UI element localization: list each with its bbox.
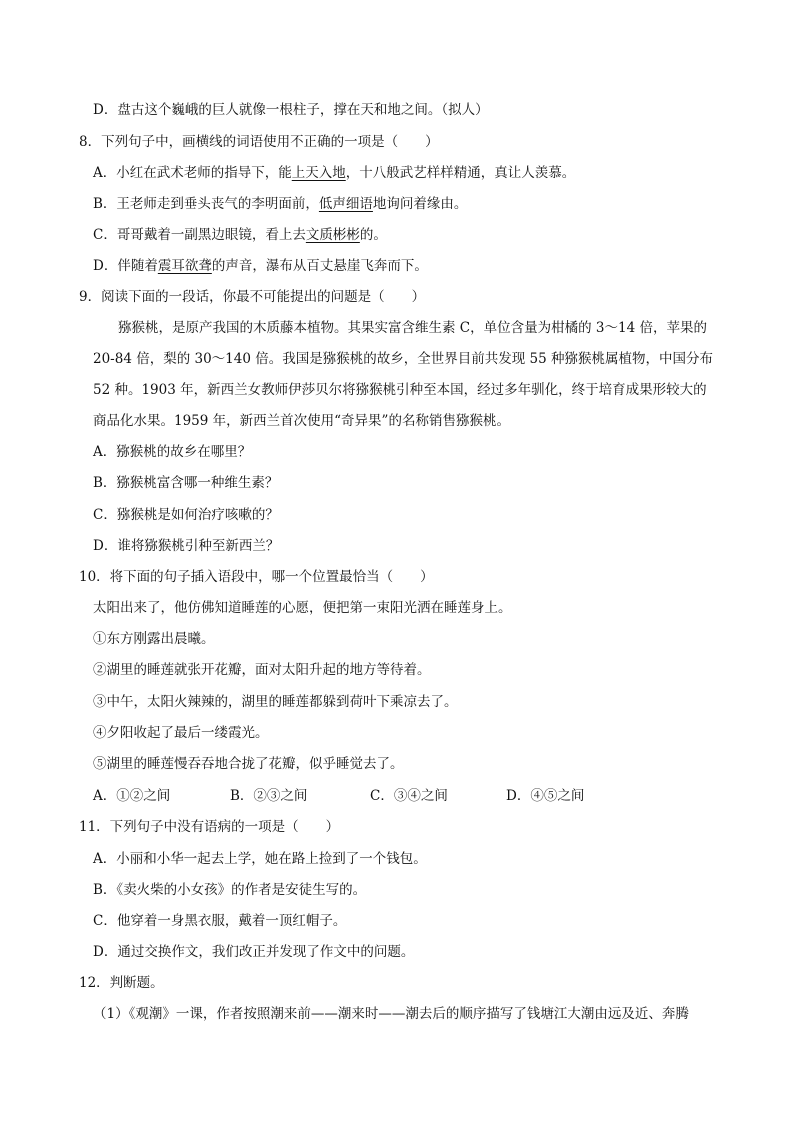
- q8-option-c-underlined: 文质彬彬: [305, 227, 360, 243]
- q7-option-d: D．盘古这个巍峨的巨人就像一根柱子，撑在天和地之间。（拟人）: [93, 102, 489, 118]
- q10-options: [93, 786, 584, 806]
- q9-option-c: C．猕猴桃是如何治疗咳嗽的？: [93, 507, 279, 523]
- q10-option-b: B．②③之间: [230, 788, 308, 804]
- q8-option-a-underlined: 上天入地: [291, 165, 346, 181]
- q10-sentence-4: ④夕阳收起了最后一缕霞光。: [93, 725, 269, 741]
- q8-option-d-pre: D．伴随着: [93, 258, 158, 274]
- q8-option-a-pre: A．小红在武术老师的指导下，能: [93, 165, 292, 181]
- q11-option-d: D．通过交换作文，我们改正并发现了作文中的问题。: [93, 944, 415, 960]
- q8-option-a-post: ，十八般武艺样样精通，真让人羡慕。: [345, 165, 576, 181]
- q8-option-a: [93, 163, 575, 183]
- q10-sentence-1: ①东方刚露出晨曦。: [93, 631, 215, 647]
- q11-option-c: C．他穿着一身黑衣服，戴着一顶红帽子。: [93, 913, 347, 929]
- q12-stem: 12．判断题。: [79, 975, 164, 991]
- q9-passage-line-4: 商品化水果。1959 年，新西兰首次使用“奇异果”的名称销售猕猴桃。: [93, 413, 510, 429]
- q9-stem: 9．阅读下面的一段话，你最不可能提出的问题是（ ）: [79, 289, 426, 305]
- q9-passage-line-2: 20-84 倍，梨的 30～140 倍。我国是猕猴桃的故乡，全世界目前共发现 55 种猕猴桃属植物，中国分布: [93, 351, 713, 367]
- q11-stem: 11．下列句子中没有语病的一项是（ ）: [79, 819, 340, 835]
- q9-passage-line-1: 猕猴桃，是原产我国的木质藤本植物。其果实富含维生素 C，单位含量为柑橘的 3～14 倍，苹果的: [118, 320, 707, 336]
- q8-option-b-underlined: 低声细语: [318, 196, 373, 212]
- q9-option-a: A．猕猴桃的故乡在哪里？: [93, 444, 252, 460]
- q10-stem: 10．将下面的句子插入语段中，哪一个位置最恰当（ ）: [79, 569, 434, 585]
- q8-option-d-underlined: 震耳欲聋: [157, 258, 212, 274]
- q10-insert-sentence: 太阳出来了，他仿佛知道睡莲的心愿，便把第一束阳光洒在睡莲身上。: [93, 600, 512, 616]
- q8-option-b-pre: B．王老师走到垂头丧气的李明面前，: [93, 196, 319, 212]
- q10-option-c: C．③④之间: [370, 788, 448, 804]
- q8-option-c-pre: C．哥哥戴着一副黑边眼镜，看上去: [93, 227, 306, 243]
- q11-option-a: A．小丽和小华一起去上学，她在路上捡到了一个钱包。: [93, 851, 427, 867]
- q8-option-d-post: 的声音，瀑布从百丈悬崖飞奔而下。: [211, 258, 428, 274]
- q12-item-1: （1）《观潮》一课，作者按照潮来前——潮来时——潮去后的顺序描写了钱塘江大潮由远及近、奔腾: [93, 1006, 689, 1022]
- q9-passage-line-3: 52 种。1903 年，新西兰女教师伊莎贝尔将猕猴桃引种至本国，经过多年驯化，终于培育成果形较大的: [93, 382, 707, 398]
- q10-option-d: D．④⑤之间: [506, 788, 585, 804]
- q10-option-a: A．①②之间: [93, 788, 171, 804]
- q10-sentence-3: ③中午，太阳火辣辣的，湖里的睡莲都躲到荷叶下乘凉去了。: [93, 694, 458, 710]
- q8-option-c-post: 的。: [359, 227, 387, 243]
- q9-option-d: D．谁将猕猴桃引种至新西兰？: [93, 538, 280, 554]
- q11-option-b: B．《卖火柴的小女孩》的作者是安徒生写的。: [93, 882, 367, 898]
- q8-option-b: [93, 194, 467, 214]
- q9-option-b: B．猕猴桃富含哪一种维生素？: [93, 475, 279, 491]
- q10-sentence-2: ②湖里的睡莲就张开花瓣，面对太阳升起的地方等待着。: [93, 662, 431, 678]
- q8-option-c: [93, 225, 387, 245]
- q8-stem: 8．下列句子中，画横线的词语使用不正确的一项是（ ）: [79, 134, 439, 150]
- q8-option-d: [93, 256, 428, 276]
- q8-option-b-post: 地询问着缘由。: [372, 196, 468, 212]
- q10-sentence-5: ⑤湖里的睡莲慢吞吞地合拢了花瓣，似乎睡觉去了。: [93, 756, 404, 772]
